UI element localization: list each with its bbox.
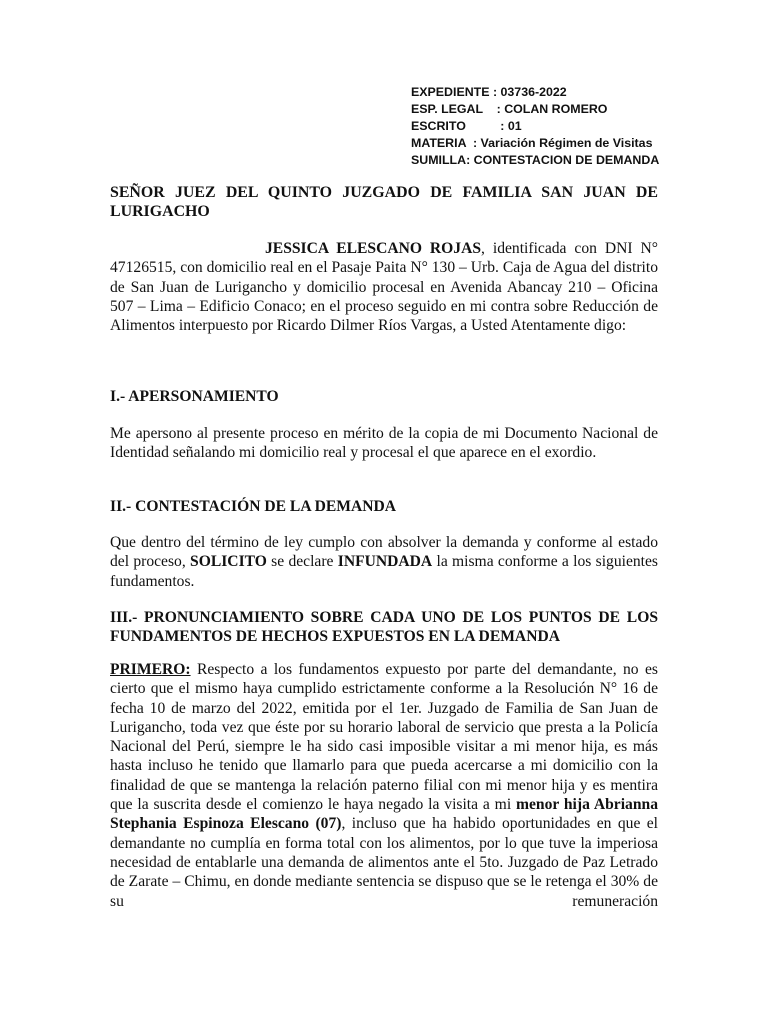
sumilla-line: SUMILLA: CONTESTACION DE DEMANDA — [411, 153, 660, 168]
escrito-label: ESCRITO — [411, 119, 466, 134]
minor-name: menor hija Abrianna Stephania Espinoza Elescano (07) — [110, 796, 659, 833]
contestacion-text-c: la misma conforme a los siguientes fundamentos. — [110, 553, 658, 590]
section-text-primero — [110, 660, 658, 911]
intro-text: , identificada con DNI N° 47126515, con domicilio real en el Pasaje Paita N° 130 – Urb. Caja de Agua del distrito de San Juan de Lurigancho y domicilio procesal en Avenida Abancay 210 – Oficina 507 – Lima – Edificio Conaco; en el proceso seguido en mi contra sobre Reducción de Alimentos interpuesto por Ricardo Dilmer Ríos Vargas, a Usted Atentamente digo: — [110, 240, 658, 335]
sumilla-value: CONTESTACION DE DEMANDA — [473, 153, 660, 168]
section-text-contestacion — [110, 533, 658, 591]
materia-line: MATERIA : Variación Régimen de Visitas — [411, 136, 653, 151]
materia-value: Variación Régimen de Visitas — [480, 136, 653, 151]
intro-paragraph — [110, 239, 658, 335]
party-name: JESSICA ELESCANO ROJAS — [265, 240, 482, 257]
expediente-line: EXPEDIENTE : 03736-2022 — [411, 85, 567, 99]
esp-legal-line: ESP. LEGAL : COLAN ROMERO — [411, 102, 608, 117]
contestacion-text-b: se declare — [266, 553, 338, 571]
primero-label: PRIMERO: — [110, 661, 191, 678]
case-header — [411, 84, 731, 169]
esp-legal-label: ESP. LEGAL — [411, 102, 483, 117]
expediente-value: 03736-2022 — [500, 85, 567, 99]
section-title-pronunciamiento: III.- PRONUNCIAMIENTO SOBRE CADA UNO DE LOS PUNTOS DE LOS FUNDAMENTOS DE HECHOS EXPUESTOS EN LA DEMANDA — [110, 609, 658, 646]
sumilla-label: SUMILLA — [411, 153, 467, 168]
escrito-value: 01 — [507, 119, 522, 134]
section-title-contestacion: II.- CONTESTACIÓN DE LA DEMANDA — [110, 498, 397, 515]
primero-text-a: Respecto a los fundamentos expuesto por parte del demandante, no es cierto que el mismo haya cumplido estrictamente conforme a la Resolución N° 16 de fecha 10 de marzo del 2022, emitida por el 1er. Juzgado de Familia de San Juan de Lurigancho, toda vez que éste por su horario laboral de servicio que presta a la Policía Nacional del Perú, siempre le ha sido casi imposible visitar a mi menor hija, es más hasta incluso he tenido que llamarlo para que pueda acercarse a mi domicilio con la finalidad de que se mantenga la relación paterno filial con mi menor hija y es mentira que la suscrita desde el comienzo le haya negado la visita a mi — [110, 661, 658, 814]
expediente-label: EXPEDIENTE — [411, 85, 490, 99]
infundada-word: INFUNDADA — [337, 553, 433, 571]
escrito-line: ESCRITO : 01 — [411, 119, 522, 134]
section-title-apersonamiento: I.- APERSONAMIENTO — [110, 388, 279, 405]
materia-label: MATERIA — [411, 136, 467, 151]
addressee-heading: SEÑOR JUEZ DEL QUINTO JUZGADO DE FAMILIA SAN JUAN DE LURIGACHO — [110, 184, 658, 221]
solicito-word: SOLICITO — [190, 553, 267, 571]
contestacion-text-a: Que dentro del término de ley cumplo con absolver la demanda y conforme al estado del proceso, — [110, 534, 658, 571]
primero-text-b: , incluso que ha habido oportunidades en que el demandante no cumplía en forma total con los alimentos, por lo que tuve la imperiosa necesidad de entablarle una demanda de alimentos ante el 5to. Juzgado de Paz Letrado de Zarate – Chimu, en donde mediante sentencia se dispuso que se le retenga el 30% de su remuneración — [110, 815, 659, 910]
section-text-apersonamiento: Me apersono al presente proceso en mérito de la copia de mi Documento Nacional de Identidad señalando mi domicilio real y procesal el que aparece en el exordio. — [110, 425, 658, 462]
esp-legal-value: COLAN ROMERO — [504, 102, 608, 117]
